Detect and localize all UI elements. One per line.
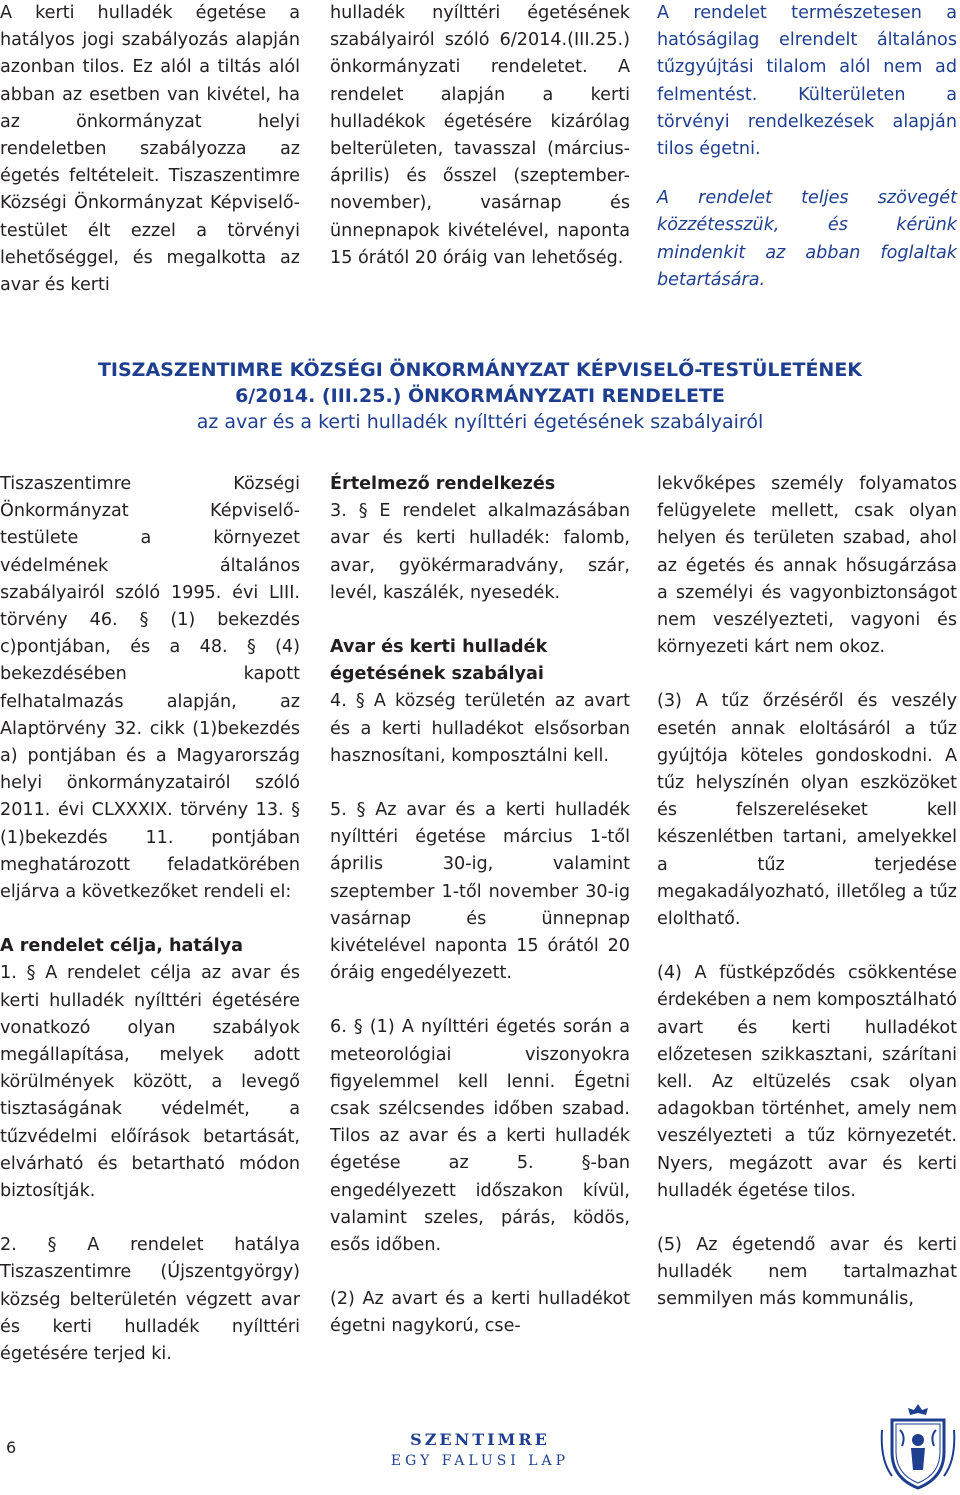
section-3: 3. § E rendelet alkalmazásában avar és kerti hulladék: falomb, avar, gyökérmaradvány, szár, levél, kaszálék, nyesedék. <box>330 501 630 603</box>
ordinance-title <box>0 357 960 435</box>
coat-of-arms-icon <box>878 1400 958 1492</box>
intro-column-1 <box>0 0 300 299</box>
intro-column-2 <box>330 0 630 272</box>
section-4: 4. § A község területén az avart és a kerti hulladékot elsősorban hasznosítani, komposztálni kell. <box>330 691 630 766</box>
section-6-4: (4) A füstképződés csökkentése érdekében a nem komposztálható avart és kerti hulladékot előzetesen szikkasztani, szárítani kell. Az eltüzelés csak olyan adagokban történhet, amely nem veszélyezteti a tűz környezetét. Nyers, megázott avar és kerti hulladék égetése tilos. <box>657 963 957 1201</box>
section-6: 6. § (1) A nyílttéri égetés során a meteorológiai viszonyokra figyelemmel kell lenni. Égetni csak szélcsendes időben szabad. Tilos az avar és a kerti hulladék égetése az 5. §-ban engedélyezett időszakon kívül, valamint szeles, párás, ködös, esős időben. <box>330 1017 630 1256</box>
page-number: 6 <box>6 1438 17 1457</box>
section-heading: Értelmező rendelkezés <box>330 474 556 494</box>
footer-brand <box>360 1430 600 1469</box>
body-column-3 <box>657 471 957 1314</box>
section-6-5: (5) Az égetendő avar és kerti hulladék nem tartalmazhat semmilyen más kommunális, <box>657 1235 957 1310</box>
section-2: 2. § A rendelet hatálya Tiszaszentimre (Újszentgyörgy) község belterületén végzett avar és kerti hulladék nyílttéri égetésére terjed ki. <box>0 1235 300 1365</box>
section-heading: Avar és kerti hulladék égetésének szabályai <box>330 637 548 685</box>
intro-paragraph: A rendelet természetesen a hatóságilag elrendelt általános tűzgyújtási tilalom alól nem ad felmentést. Külterületen a törvényi rendelkezések alapján tilos égetni. <box>657 3 957 160</box>
section-heading: A rendelet célja, hatálya <box>0 936 244 957</box>
body-column-2 <box>330 471 630 1341</box>
body-column-1 <box>0 471 300 1368</box>
intro-column-3 <box>657 0 957 294</box>
intro-paragraph: hulladék nyílttéri égetésének szabályairól szóló 6/2014.(III.25.) önkormányzati rendeletet. A rendelet alapján a kerti hulladékok égetésére kizárólag belterületen, tavasszal (március-április) és ősszel (szeptember-november), vasárnap és ünnepnapok kivételével, naponta 15 órától 20 óráig van lehetőség. <box>330 3 630 268</box>
section-1: 1. § A rendelet célja az avar és kerti hulladék nyílttéri égetésére vonatkozó olyan szabályok megállapítása, melyek adott körülmények között, a levegő tisztaságának védelmét, a tűzvédelmi előírások betartását, elvárható és betartható módon biztosítják. <box>0 963 300 1202</box>
title-line-1: TISZASZENTIMRE KÖZSÉGI ÖNKORMÁNYZAT KÉPVISELŐ-TESTÜLETÉNEK <box>97 359 863 381</box>
preamble: Tiszaszentimre Községi Önkormányzat Képviselő-testülete a környezet védelmének általános szabályairól szóló 1995. évi LIII. törvény 46. § (1) bekezdés c)pontjában, és a 48. § (4) bekezdésében kapott felhatalmazás alapján, az Alaptörvény 32. cikk (1)bekezdés a) pontjában és a Magyarország helyi önkormányzatairól szóló 2011. évi CLXXXIX. törvény 13. § (1)bekezdés 11. pontjában meghatározott feladatkörében eljárva a következőket rendeli el: <box>0 474 300 903</box>
section-6-2-cont: lekvőképes személy folyamatos felügyelete mellett, csak olyan helyen és területen szabad, ahol az égetés és annak hősugárzása a személyi és vagyonbiztonságot nem veszélyezteti, vagyoni és környezeti kárt nem okoz. <box>657 474 957 658</box>
brand-tagline: EGY FALUSI LAP <box>390 1453 570 1469</box>
section-6-2: (2) Az avart és a kerti hulladékot égetni nagykorú, cse- <box>330 1289 630 1337</box>
section-6-3: (3) A tűz őrzéséről és veszély esetén annak eloltásáról a tűz gyújtója köteles gondoskodni. A tűz helyszínén olyan eszközöket és felszereléseket kell készenlétben tartani, amelyekkel a tűz terjedése megakadályozható, illetőleg a tűz elolthatő. <box>657 691 957 930</box>
title-line-3: az avar és a kerti hulladék nyílttéri égetésének szabályairól <box>196 411 764 433</box>
title-line-2: 6/2014. (III.25.) ÖNKORMÁNYZATI RENDELETE <box>235 385 725 407</box>
intro-paragraph: A kerti hulladék égetése a hatályos jogi szabályozás alapján azonban tilos. Ez alól a tiltás alól abban az esetben van kivétel, ha az önkormányzat helyi rendeletben szabályozza az égetés feltételeit. Tiszaszentimre Községi Önkormányzat Képviselő-testület élt ezzel a törvényi lehetőséggel, és megalkotta az avar és kerti <box>0 3 300 296</box>
intro-closing: A rendelet teljes szövegét közzétesszük, és kérünk mindenkit az abban foglaltak betartására. <box>657 188 957 290</box>
brand-name: SZENTIMRE <box>410 1430 550 1449</box>
section-5: 5. § Az avar és a kerti hulladék nyílttéri égetése március 1-től április 30-ig, valamint szeptember 1-től november 30-ig vasárnap és ünnepnap kivételével naponta 15 órától 20 óráig engedélyezett. <box>330 800 630 984</box>
